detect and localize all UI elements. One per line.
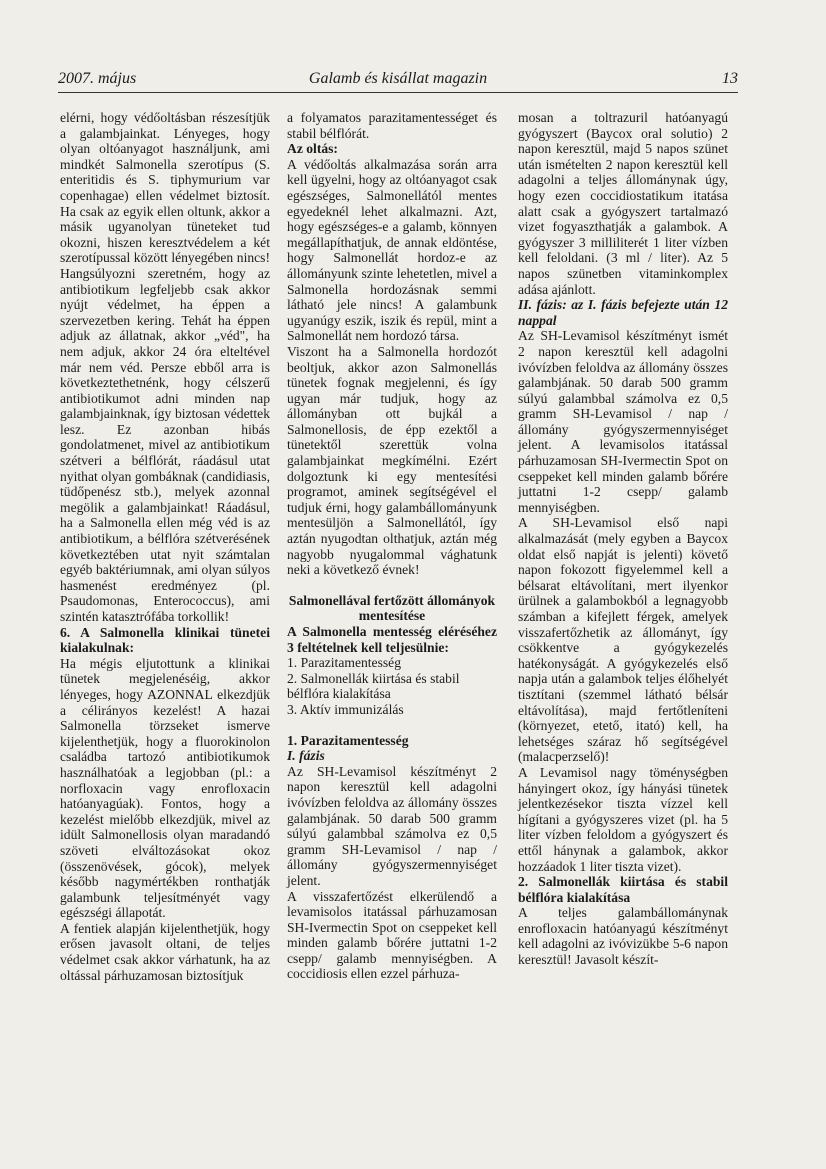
- subheading: Az oltás:: [287, 141, 338, 157]
- phase-heading: I. fázis: [287, 748, 325, 764]
- paragraph: Az SH-Levamisol készítményt ismét 2 napon keresztül kell adagolni ivóvízben feloldva az állomány összes galambjának. 50 darab 500 gramm súlyú galambbal számolva ez 0,5 gramm SH-Levamisol / nap / állomány gyógyszermennyiséget jelent. A levamisolos itatással párhuzamosan SH-Ivermectin Spot on cseppeket kell minden galamb bőrére juttatni 1-2 csepp/ galamb mennyiségben.: [518, 328, 728, 515]
- paragraph: A fentiek alapján kijelenthetjük, hogy erősen javasolt oltani, de teljes védelmet csak akkor várhatunk, ha az oltással párhuzamosan biztosítjuk: [60, 920, 270, 983]
- section-heading: 6. A Salmonella klinikai tünetei kialakulnak:: [60, 624, 270, 656]
- section-title: Salmonellával fertőzött állományok mentesítése: [288, 592, 496, 624]
- list-item: 1. Parazitamentesség: [287, 655, 401, 671]
- column-2: [287, 110, 497, 982]
- magazine-title: Galamb és kisállat magazin: [308, 70, 488, 87]
- column-1: [60, 110, 270, 983]
- list-item: 3. Aktív immunizálás: [287, 701, 404, 717]
- paragraph: A Levamisol nagy töménységben hányingert okoz, így hányási tünetek jelentkezésekor tiszta vízzel kell hígítani a gyógyszeres vizet (pl. ha 5 liter vízben feloldom a gyógyszert és ettől hánynak a galambok, akkor hozzáadok 1 liter tiszta vizet).: [518, 764, 728, 874]
- paragraph: A visszafertőzést elkerülendő a levamisolos itatással párhuzamosan SH-Ivermectin Spot on cseppeket kell minden galamb bőrére juttatni 1-2 csepp/ galamb mennyiségben. A coccidiosis ellen ezzel párhuza-: [287, 888, 497, 982]
- section-heading: 1. Parazitamentesség: [287, 732, 409, 748]
- paragraph: A SH-Levamisol első napi alkalmazását (mely egyben a Baycox oldat első napját is jelenti) követő napon fokozott figyelemmel kell a bélsarat eltávolítani, mert ilyenkor ürülnek a galambokból a legnagyobb számban a kifejlett férgek, amelyek visszafertőzhetik az állományt, így csökkentve a gyógykezelés hatékonyságát. A gyógykezelés első napja után a galambok teljes élőhelyét tisztítani (szemmel látható bélsár eltávolítása), majd fertőtleníteni (környezet, etető, itató) kell, ha lehetséges száraz hő segítségével (malacperzselő)!: [518, 515, 728, 765]
- issue-date: 2007. május: [58, 70, 137, 87]
- page-header: [58, 70, 738, 92]
- column-3: [518, 110, 728, 968]
- paragraph: Az SH-Levamisol készítményt 2 napon keresztül kell adagolni ivóvízben feloldva az állomány összes galambjának. 50 darab 500 gramm súlyú galambbal számolva ez 0,5 gramm SH-Levamisol / nap / állomány gyógyszermennyiséget jelent.: [287, 763, 497, 888]
- header-rule: [58, 92, 738, 93]
- paragraph: mosan a toltrazuril hatóanyagú gyógyszert (Baycox oral solutio) 2 napon keresztül, majd 5 napos szünet után ismételten 2 napon keresztül kell adagolni a teljes állománynak úgy, hogy ezen coccidiostatikum itatása alatt csak a gyógyszert tartalmazó vizet fogyaszthatják a galambok. A gyógyszer 3 milliliterét 1 liter vízben kell feloldani. (3 ml / liter). Az 5 napos szünetben vitaminkomplex adása ajánlott.: [518, 110, 728, 297]
- spacer: [287, 578, 497, 593]
- list-item: 2. Salmonellák kiirtása és stabil bélflóra kialakítása: [287, 670, 460, 702]
- section-subtitle: A Salmonella mentesség eléréséhez 3 feltételnek kell teljesülnie:: [287, 624, 497, 655]
- paragraph: a folyamatos parazitamentességet és stabil bélflórát.: [287, 110, 497, 141]
- page-number: 13: [722, 70, 738, 87]
- paragraph: elérni, hogy védőoltásban részesítjük a galambjainkat. Lényeges, hogy olyan oltóanyagot használjunk, ami mindkét Salmonella szerotípus (S. enteritidis és S. tiphymurium var copenhagae) ellen védelmet biztosít. Ha csak az egyik ellen oltunk, akkor a másik ugyanolyan tüneteket tud okozni, hiszen keresztvédelem a két szerotípussal között lényegében nincs! Hangsúlyozni szeretném, hogy az antibiotikum legfeljebb csak akkor nyújt védelmet, ha éppen a szervezetben kering. Tehát ha éppen adjuk az állatnak, akkor „véd", ha nem adjuk, akkor 24 óra elteltével már nem véd. Persze ebből arra is következtethetnénk, hogy célszerű antibiotikumot adni minden nap galambjainknak, így biztosan védettek lesz. Ez azonban hibás gondolatmenet, mivel az antibiotikum szétveri a bélflórát, ráadásul utat nyithat olyan gombáknak (candidiasis, tüdőpenész stb.), melyek azonnal megölik a galambjainkat! Ráadásul, ha a Salmonella ellen még véd is az antibiotikum, a bélflóra szétverésének következtében utat nyit számtalan egyéb baktériumnak, ami olyan súlyos hasmenést eredményez (pl. Psaudomonas, Enterococcus), ami szintén katasztrófába torkollik!: [60, 110, 270, 624]
- paragraph: Ha mégis eljutottunk a klinikai tünetek megjelenéséig, akkor lényeges, hogy AZONNAL elkezdjük a célirányos kezelést! A hazai Salmonella törzseket ismerve kijelenthetjük, hogy a fluorokinolon családba tartozó antibiotikumok használhatóak a legjobban (pl.: a norfloxacin vagy enrofloxacin hatóanyagúak). Fontos, hogy a kezelést mielőbb elkezdjük, mivel az idült Salmonellosis olyan maradandó szöveti elváltozásokat okoz (összenövések, gócok), melyek később nagymértékben ronthatják galambunk teljesítményét vagy egészségi állapotát.: [60, 655, 270, 921]
- phase-heading: II. fázis: az I. fázis befejezte után 12 nappal: [518, 297, 728, 328]
- paragraph: A védőoltás alkalmazása során arra kell ügyelni, hogy az oltóanyagot csak egészséges, Salmonellától mentes egyedeknél lehet alkalmazni. Azt, hogy egészséges-e a galamb, könnyen megállapíthatjuk, de annak eldöntése, hogy Salmonellát hordoz-e az állományunk szinte lehetetlen, mivel a Salmonella hordozásnak semmi látható jele nincs! A galambunk ugyanúgy eszik, iszik és repül, mint a Salmonellát nem hordozó társa.: [287, 156, 497, 344]
- spacer: [287, 718, 497, 733]
- section-heading: 2. Salmonellák kiirtása és stabil bélflóra kialakítása: [518, 874, 728, 905]
- paragraph: A teljes galambállománynak enrofloxacin hatóanyagú készítményt kell adagolni az ivóvizükbe 5-6 napon keresztül! Javasolt készít-: [518, 905, 728, 968]
- requirements-list: [287, 655, 497, 717]
- paragraph: Viszont ha a Salmonella hordozót beoltjuk, akkor azon Salmonellás tünetek fognak megjelenni, és így ugyan már tudjuk, hogy az állományban ott bujkál a Salmonellosis, de épp ezektől a tünetektől szerettük volna galambjainkat megkímélni. Ezért dolgoztunk ki egy mentesítési programot, aminek segítségével el tudjuk érni, hogy galambállományunk mentesüljön a Salmonellától, így aztán nyugodtan olthatjuk, aztán még nagyobb nyugalommal vághatunk neki a következő évnek!: [287, 343, 497, 578]
